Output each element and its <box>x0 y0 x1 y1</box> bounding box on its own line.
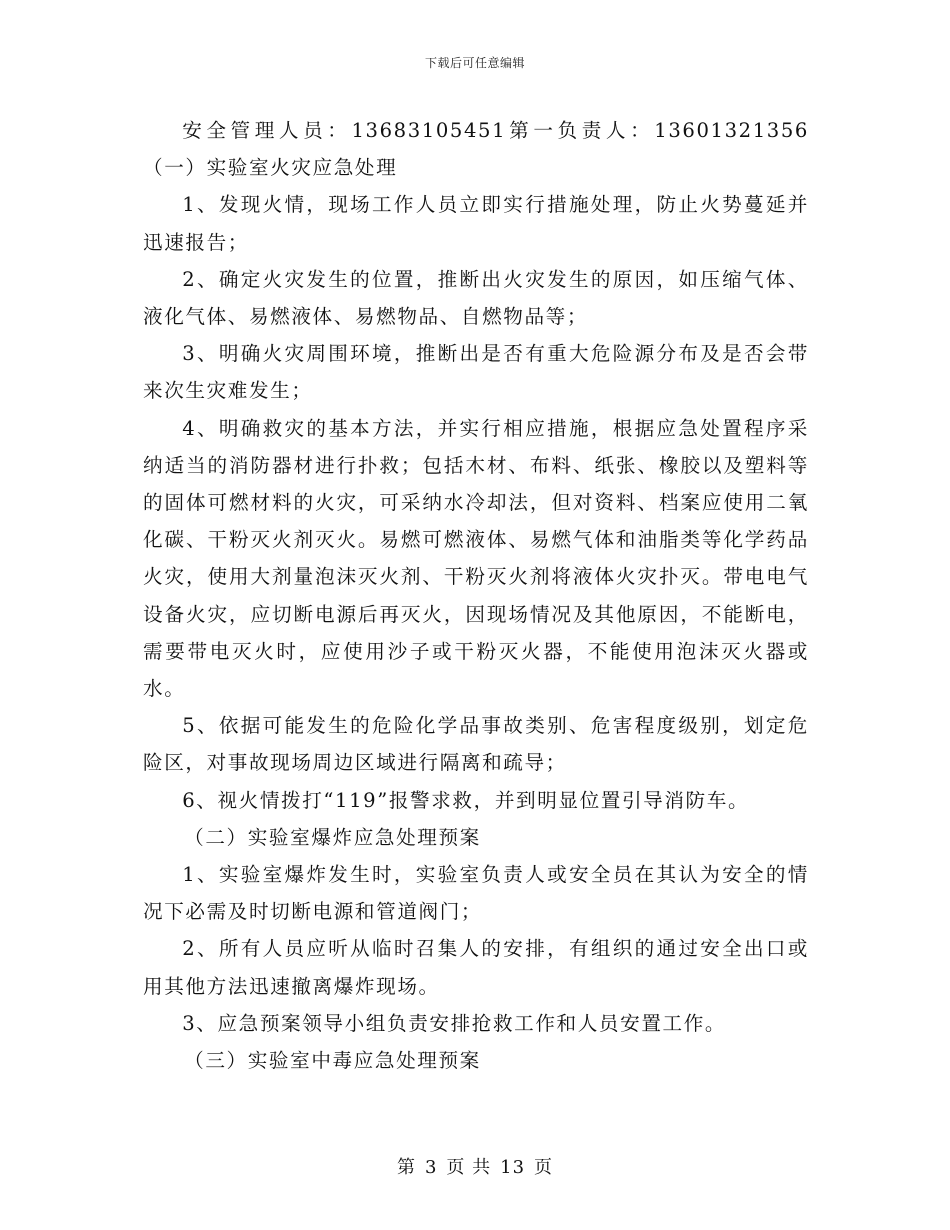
paragraph-explosion-step-3: 3、应急预案领导小组负责安排抢救工作和人员安置工作。 <box>182 1011 727 1035</box>
footer-middle: 页 共 <box>446 1157 492 1178</box>
paragraph-fire-step-5: 5、依据可能发生的危险化学品事故类别、危害程度级别，划定危险区，对事故现场周边区域进行隔离和疏导； <box>143 714 809 775</box>
paragraph-fire-step-2: 2、确定火灾发生的位置，推断出火灾发生的原因，如压缩气体、液化气体、易燃液体、易燃物品、自燃物品等； <box>143 267 809 329</box>
paragraph-fire-step-6: 6、视火情拨打“119”报警求救，并到明显位置引导消防车。 <box>182 788 750 812</box>
paragraph-fire-step-4: 4、明确救灾的基本方法，并实行相应措施，根据应急处置程序采纳适当的消防器材进行扑救；包括木材、布料、纸张、橡胶以及塑料等的固体可燃材料的火灾，可采纳水冷却法，但对资料、档案应使用二氧化碳、干粉灭火剂灭火。易燃可燃液体、易燃气体和油脂类等化学药品火灾，使用大剂量泡沫灭火剂、干粉灭火剂将液体火灾扑灭。带电电气设备火灾，应切断电源后再灭火，因现场情况及其他原因，不能断电，需要带电灭火时，应使用沙子或干粉灭火器，不能使用泡沫灭火器或水。 <box>143 416 809 701</box>
footer-suffix: 页 <box>534 1157 554 1178</box>
paragraph-explosion-step-1: 1、实验室爆炸发生时，实验室负责人或安全员在其认为安全的情况下必需及时切断电源和管道阀门； <box>143 863 809 924</box>
paragraph-contacts: 安全管理人员：13683105451第一负责人：13601321356（一）实验室火灾应急处理 <box>143 119 809 180</box>
footer-prefix: 第 <box>396 1157 416 1178</box>
page-total: 13 <box>500 1157 526 1178</box>
document-body <box>143 112 809 1079</box>
paragraph-fire-step-3: 3、明确火灾周围环境，推断出是否有重大危险源分布及是否会带来次生灾难发生； <box>143 342 809 403</box>
section-heading-explosion: （二）实验室爆炸应急处理预案 <box>184 825 481 849</box>
page-header: 下载后可任意编辑 <box>424 56 525 70</box>
paragraph-fire-step-1: 1、发现火情，现场工作人员立即实行措施处理，防止火势蔓延并迅速报告； <box>143 193 809 254</box>
page-number: 3 <box>424 1157 438 1178</box>
section-heading-poisoning: （三）实验室中毒应急处理预案 <box>184 1049 481 1073</box>
paragraph-explosion-step-2: 2、所有人员应听从临时召集人的安排，有组织的通过安全出口或用其他方法迅速撤离爆炸现场。 <box>143 937 809 998</box>
page-footer <box>0 1153 950 1179</box>
